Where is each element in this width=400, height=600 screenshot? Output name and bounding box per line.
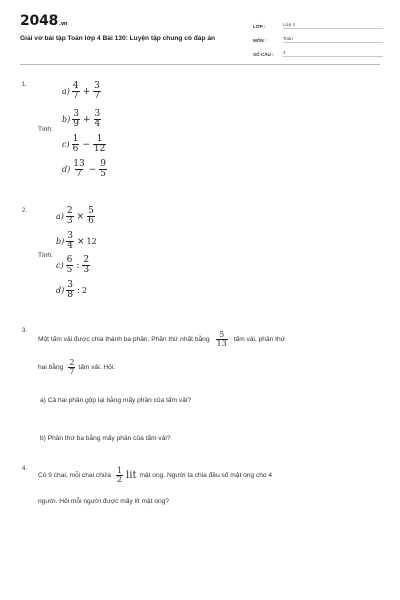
q4-text-line-1: [38, 467, 272, 484]
q3-text: tấm vải. Hỏi:: [78, 364, 116, 371]
item-label: a): [62, 87, 70, 96]
numerator: 5: [88, 206, 94, 216]
denominator: 6: [88, 216, 94, 226]
item-label: d): [62, 165, 71, 174]
question-number: 1.: [22, 82, 28, 88]
denominator: 12: [93, 144, 106, 154]
operator: ×: [76, 211, 85, 222]
numerator: 3: [94, 109, 101, 119]
fraction: [66, 256, 74, 275]
numerator: 6: [66, 255, 73, 265]
q3-part-a: a) Cả hai phần gộp lại bằng mấy phần của tấm vải?: [40, 397, 192, 404]
fraction: [72, 110, 80, 129]
numerator: 3: [67, 280, 73, 290]
q4-text: mật ong. Người ta chia đều số mật ong cho 4: [139, 472, 273, 479]
numerator: 1: [96, 134, 103, 144]
q2-expression-d: [56, 281, 87, 300]
denominator: 7: [72, 91, 79, 101]
numerator: 13: [73, 159, 85, 169]
header-divider: [20, 64, 380, 65]
fraction: [216, 331, 228, 348]
fraction: [66, 207, 74, 226]
meta-key: MÔN :: [253, 38, 267, 43]
denominator: 5: [66, 265, 73, 275]
numerator: 9: [100, 159, 106, 169]
question-number: 2.: [22, 208, 28, 214]
operator: −: [88, 164, 97, 175]
numerator: 1: [72, 134, 79, 144]
q4-text: Có 9 chai, mỗi chai chứa: [38, 472, 111, 479]
denominator: 7: [94, 91, 100, 101]
fraction: [94, 110, 102, 129]
site-logo[interactable]: [20, 13, 67, 29]
q2-expression-c: [56, 256, 91, 275]
fraction: [93, 82, 101, 101]
instruction-label: Tính:: [38, 252, 53, 259]
fraction: [68, 359, 75, 376]
fraction: [72, 160, 85, 179]
numerator: 2: [66, 206, 73, 216]
numerator: 3: [67, 231, 73, 241]
denominator: 3: [66, 216, 73, 226]
denominator: 4: [94, 119, 101, 129]
item-label: c): [56, 261, 64, 270]
q3-text-line-2: [38, 359, 115, 376]
logo-text: 2048: [20, 13, 59, 29]
denominator: 5: [100, 169, 106, 179]
meta-row-class: [253, 15, 383, 29]
q2-expression-a: [56, 207, 96, 226]
q2-expression-b: [56, 232, 97, 251]
q1-expression-a: [62, 82, 102, 101]
denominator: 7: [76, 169, 82, 179]
q3-text: Một tấm vải được chia thành ba phần. Phần thứ nhất bằng: [38, 336, 210, 343]
unit-label: lit: [126, 470, 137, 481]
fraction: [66, 281, 74, 300]
meta-row-count: [253, 43, 383, 57]
denominator: 4: [67, 241, 73, 251]
meta-row-subject: [253, 29, 383, 43]
item-label: c): [62, 140, 70, 149]
denominator: 13: [216, 339, 227, 348]
q1-expression-b: [62, 110, 102, 129]
operator: :: [76, 260, 80, 271]
fraction: [72, 135, 80, 154]
q1-expression-c: [62, 135, 107, 154]
denominator: 7: [69, 367, 75, 376]
question-number: 3.: [22, 328, 28, 334]
numerator: 4: [72, 81, 79, 91]
fraction: [116, 467, 123, 484]
numerator: 3: [94, 81, 100, 91]
meta-value: Toán: [283, 36, 383, 43]
q3-text: hai bằng: [38, 364, 64, 371]
fraction: [99, 160, 107, 179]
denominator: 6: [72, 144, 79, 154]
denominator: 9: [73, 119, 79, 129]
question-number: 4.: [22, 466, 28, 472]
meta-key: SỐ CÂU :: [253, 52, 274, 57]
integer-operand: 2: [82, 286, 88, 295]
numerator: 1: [116, 466, 123, 475]
q1-expression-d: [62, 160, 108, 179]
fraction: [87, 207, 95, 226]
instruction-label: Tính:: [38, 126, 53, 133]
operator: +: [82, 86, 91, 97]
fraction: [93, 135, 106, 154]
item-label: a): [56, 212, 64, 221]
meta-key: LỚP :: [253, 24, 266, 29]
logo-suffix: .vn: [59, 21, 68, 27]
denominator: 8: [67, 290, 73, 300]
q4-text-line-2: người. Hỏi mỗi người được mấy lít mật ong?: [38, 498, 170, 505]
operator: :: [76, 285, 81, 296]
q3-text-line-1: [38, 331, 285, 348]
numerator: 3: [73, 109, 79, 119]
meta-value: 4: [283, 50, 383, 57]
numerator: 2: [69, 358, 75, 367]
denominator: 3: [83, 265, 90, 275]
page-title: Giải vở bài tập Toán lớp 4 Bài 130: Luyện tập chung có đáp án: [20, 35, 216, 42]
fraction: [66, 232, 74, 251]
numerator: 2: [83, 255, 90, 265]
item-label: b): [62, 115, 71, 124]
item-label: d): [56, 286, 65, 295]
fraction: [72, 82, 80, 101]
operator: −: [82, 139, 90, 150]
meta-value: Lớp 4: [283, 22, 383, 29]
integer-operand: 12: [86, 237, 97, 246]
q3-part-b: b) Phần thứ ba bằng mấy phần của tấm vải?: [40, 435, 171, 442]
numerator: 5: [219, 330, 225, 339]
fraction: [82, 256, 90, 275]
denominator: 2: [116, 475, 123, 484]
operator: +: [82, 114, 91, 125]
item-label: b): [56, 237, 65, 246]
operator: ×: [76, 236, 85, 247]
q3-text: tấm vải, phần thứ: [233, 336, 286, 343]
worksheet-meta: [253, 15, 383, 57]
